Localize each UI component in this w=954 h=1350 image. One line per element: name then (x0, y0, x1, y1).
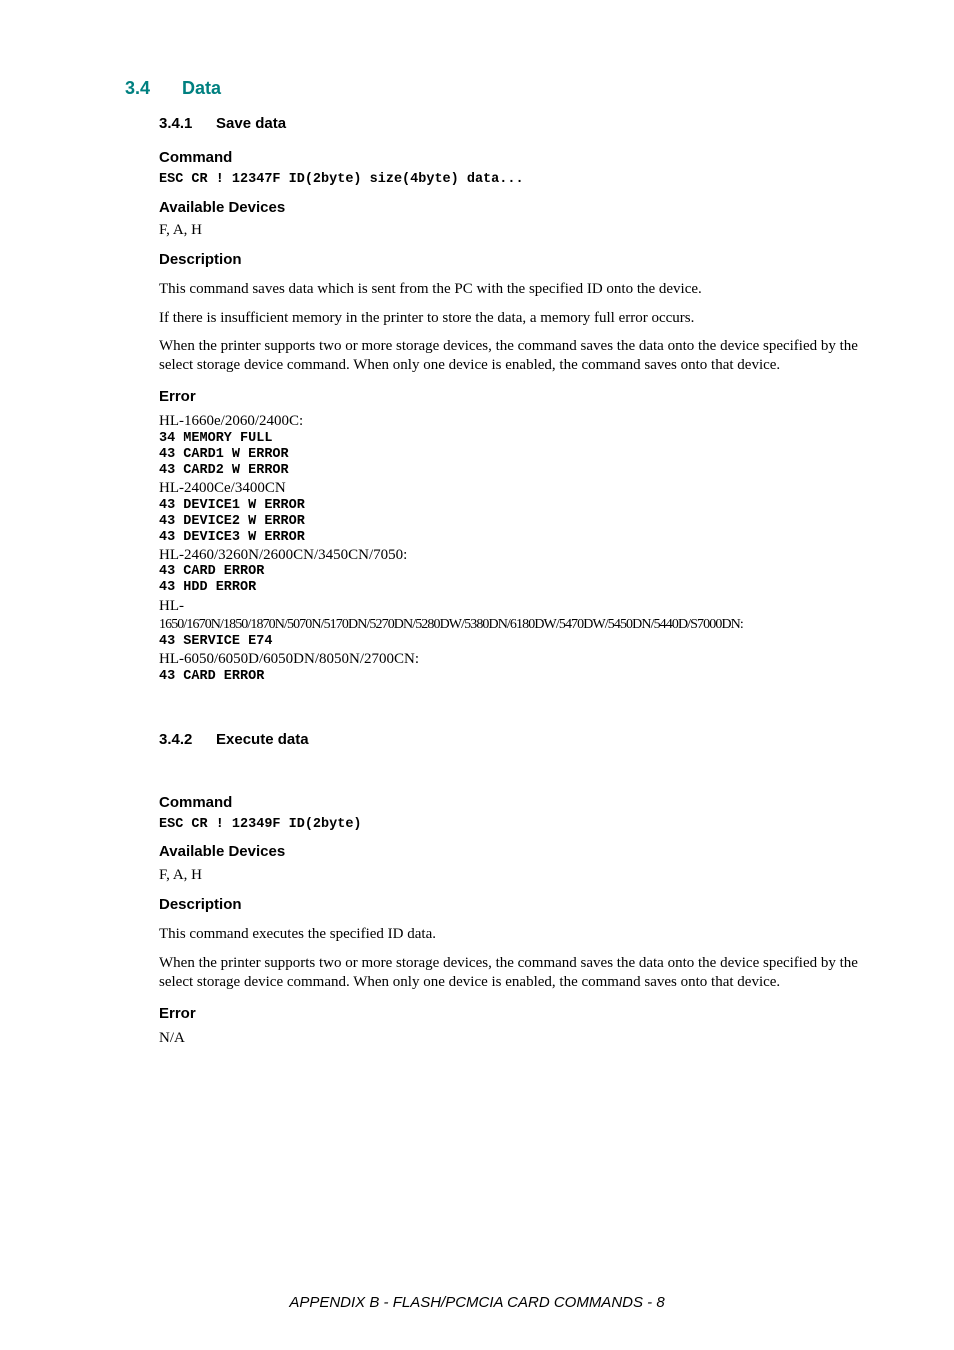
command-heading: Command (159, 794, 233, 811)
description-paragraph: When the printer supports two or more storage devices, the command saves the data onto the device specified by the select storage device command. When only one device is enabled, the command saves onto that device. (159, 338, 858, 373)
subsection-title: Execute data (216, 731, 309, 748)
description-paragraph: When the printer supports two or more storage devices, the command saves the data onto the device specified by the select storage device command. When only one device is enabled, the command saves onto that device. (159, 955, 858, 990)
page-footer: APPENDIX B - FLASH/PCMCIA CARD COMMANDS - 8 (289, 1294, 665, 1311)
description-paragraph: If there is insufficient memory in the printer to store the data, a memory full error occurs. (159, 310, 695, 326)
devices-heading: Available Devices (159, 843, 286, 860)
model-list: HL-1660e/2060/2400C: (159, 413, 304, 429)
model-list: HL-2400Ce/3400CN (159, 480, 286, 496)
subsection-title: Save data (216, 115, 287, 132)
command-syntax: ESC CR ! 12347F ID(2byte) size(4byte) data... (159, 172, 524, 187)
section-title: Data (182, 78, 222, 98)
model-list: HL- (159, 598, 184, 614)
error-code: 43 DEVICE3 W ERROR (159, 530, 305, 545)
description-heading: Description (159, 896, 242, 913)
error-code: 43 SERVICE E74 (159, 634, 273, 649)
model-list: HL-6050/6050D/6050DN/8050N/2700CN: (159, 651, 419, 667)
description-heading: Description (159, 251, 242, 268)
error-code: 43 CARD2 W ERROR (159, 463, 289, 478)
error-code: 43 CARD ERROR (159, 669, 265, 684)
error-code: 43 CARD ERROR (159, 564, 265, 579)
model-list: 1650/1670N/1850/1870N/5070N/5170DN/5270DN/5280DW/5380DN/6180DW/5470DW/5450DN/5440D/S7000DN: (159, 617, 743, 632)
section-number: 3.4 (125, 78, 151, 98)
description-paragraph: This command executes the specified ID data. (159, 926, 436, 942)
error-heading: Error (159, 388, 196, 405)
error-code: 43 DEVICE2 W ERROR (159, 514, 305, 529)
error-code: 34 MEMORY FULL (159, 431, 273, 446)
error-heading: Error (159, 1005, 196, 1022)
command-heading: Command (159, 149, 233, 166)
subsection-number: 3.4.1 (159, 115, 193, 132)
devices-value: F, A, H (159, 867, 202, 883)
error-code: 43 DEVICE1 W ERROR (159, 498, 305, 513)
command-syntax: ESC CR ! 12349F ID(2byte) (159, 817, 362, 832)
error-code: 43 CARD1 W ERROR (159, 447, 289, 462)
devices-value: F, A, H (159, 222, 202, 238)
error-value: N/A (159, 1030, 185, 1046)
devices-heading: Available Devices (159, 199, 286, 216)
description-paragraph: This command saves data which is sent from the PC with the specified ID onto the device. (159, 281, 702, 297)
model-list: HL-2460/3260N/2600CN/3450CN/7050: (159, 547, 408, 563)
error-code: 43 HDD ERROR (159, 580, 257, 595)
subsection-number: 3.4.2 (159, 731, 193, 748)
